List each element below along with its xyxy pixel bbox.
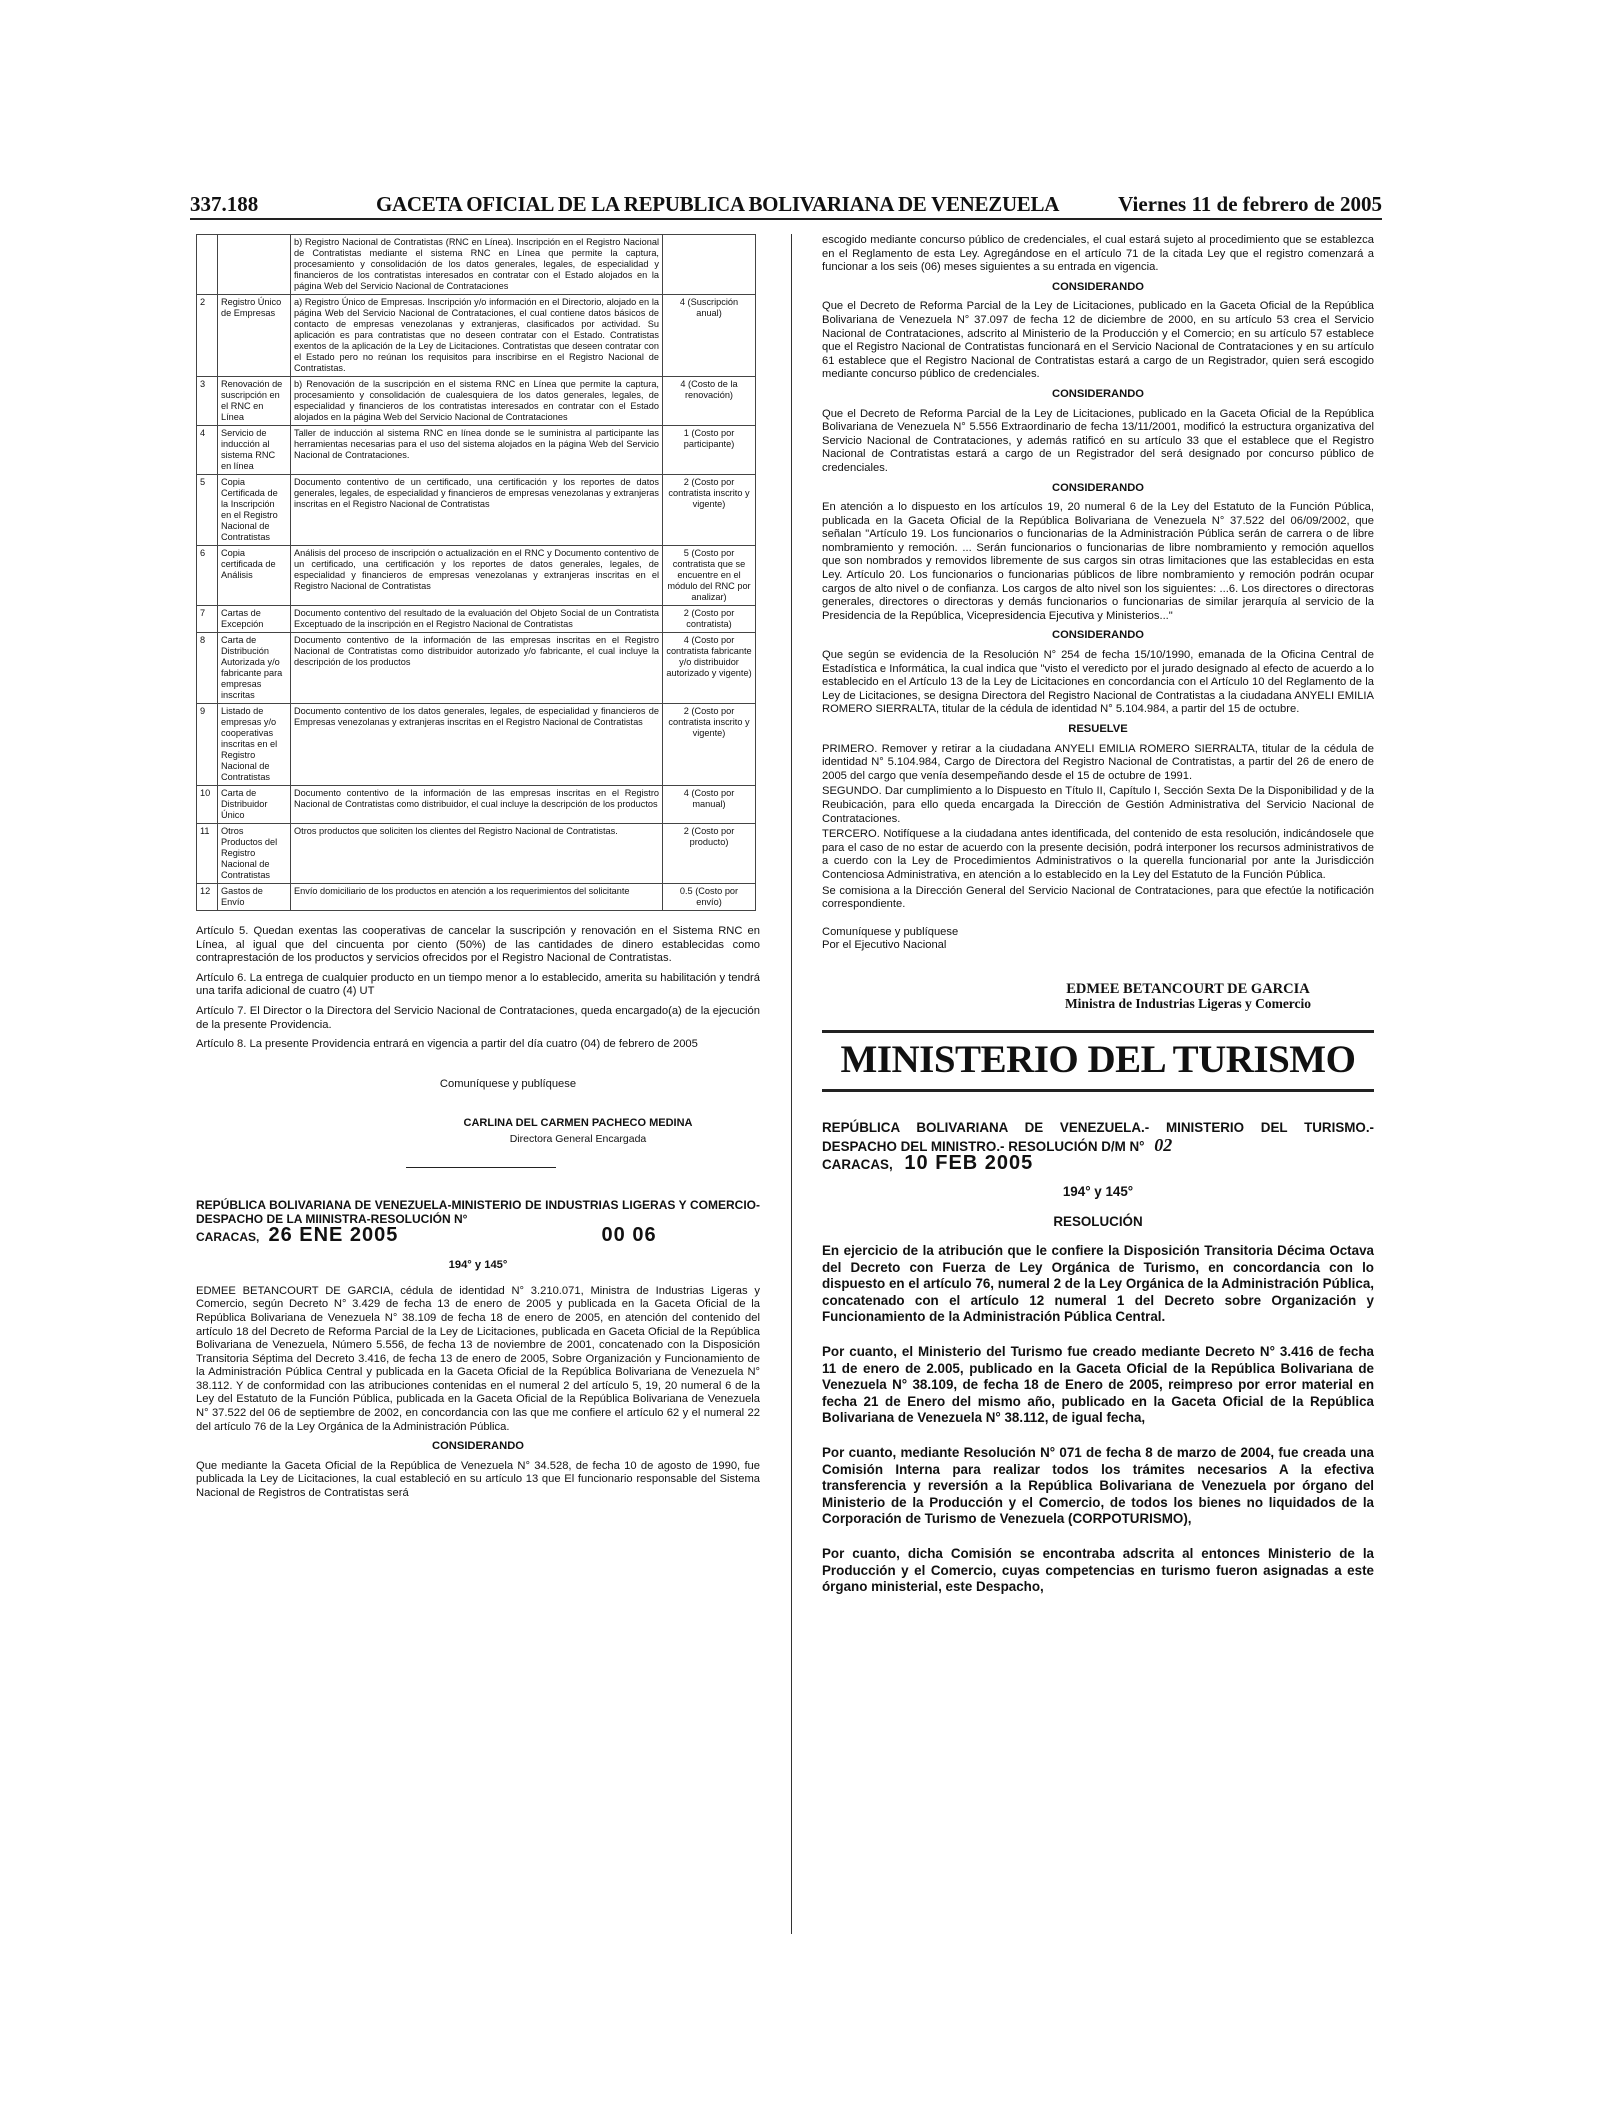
resuelve-segundo: SEGUNDO. Dar cumplimiento a lo Dispuesto en Título II, Capítulo I, Sección Sexta De la Disponibilidad y de la Reubicación, para ello queda encargada la Dirección de Gestión Administrativa del Servicio Nacional de Contrataciones. <box>822 785 1374 825</box>
considerando-text: Que el Decreto de Reforma Parcial de la Ley de Licitaciones, publicado en la Gaceta Oficial de la República Bolivariana de Venezuela N° 37.097 de fecha 12 de diciembre de 2000, en su artículo 53 crea el Servicio Nacional de Contrataciones, adscrito al Ministerio de la Producción y el Comercio; en su artículo 57 establece que el Registro Nacional de Contratistas funcionará en el Servicio Nacional de Contrataciones y en su artículo 61 establece que el Registro Nacional de Contratistas estará a cargo de un Registrador, quien será escogido mediante concurso público de credenciales. <box>822 300 1374 381</box>
service-name: Registro Único de Empresas <box>218 295 291 377</box>
resuelve-primero: PRIMERO. Remover y retirar a la ciudadana ANYELI EMILIA ROMERO SIERRALTA, titular de la cédula de identidad N° 5.104.984, Cargo de Directora del Registro Nacional de Contratistas, a partir del 26 de enero de 2005 del cargo que venía desempeñando desde el 15 de octubre de 1991. <box>822 742 1374 782</box>
considerando-heading: CONSIDERANDO <box>1052 481 1144 494</box>
row-number: 2 <box>197 295 218 377</box>
resolution-left <box>196 1198 760 1501</box>
service-description: b) Renovación de la suscripción en el sistema RNC en Línea que permite la captura, procesamiento y consolidación de cualesquiera de los datos generales, legales, de especialidad y financieros de los contratistas interesados en contratar con el Estado alojados en la página Web del Servicio Nacional de Contrataciones <box>291 377 663 426</box>
fee-table <box>196 234 756 911</box>
service-name: Renovación de suscripción en el RNC en Línea <box>218 377 291 426</box>
turismo-heading-text: REPÚBLICA BOLIVARIANA DE VENEZUELA.- MINISTERIO DEL TURISMO.- DESPACHO DEL MINISTRO.- RESOLUCIÓN D/M N° <box>822 1120 1374 1154</box>
fee-table-row <box>197 235 756 295</box>
turismo-years: 194° y 145° <box>1062 1183 1134 1199</box>
left-articles <box>196 925 760 1052</box>
left-column <box>196 234 760 1507</box>
article-5: Artículo 5. Quedan exentas las cooperativas de cancelar la suscripción y renovación en el Sistema RNC en Línea, al igual que del cincuenta por ciento (50%) de las cantidades de dinero establecidas como contraprestación de los productos y servicios ofrecidos por el Registro Nacional de Contratistas. <box>196 925 760 965</box>
resolution-place: CARACAS, <box>196 1229 260 1244</box>
service-description: b) Registro Nacional de Contratistas (RNC en Línea). Inscripción en el Registro Nacional de Contratistas mediante el sistema RNC en Línea que permite la captura, procesamiento y consolidación de los datos generales, legales, de especialidad y financieros de los contratistas interesados en contratar con el Estado alojados en la página Web del Servicio Nacional de Contrataciones <box>291 235 663 295</box>
resolution-heading: REPÚBLICA BOLIVARIANA DE VENEZUELA-MINISTERIO DE INDUSTRIAS LIGERAS Y COMERCIO-DESPACHO DE LA MIINISTRA-RESOLUCIÓN N° <box>196 1197 760 1227</box>
row-number: 10 <box>197 786 218 824</box>
signer-left-title: Directora General Encargada <box>509 1132 647 1145</box>
service-name: Gastos de Envío <box>218 884 291 911</box>
row-number: 7 <box>197 606 218 633</box>
turismo-resolucion-heading: RESOLUCIÓN <box>1053 1214 1143 1230</box>
turismo-paragraph: En ejercicio de la atribución que le confiere la Disposición Transitoria Décima Octava del Decreto con Fuerza de Ley Orgánica de Turismo, en concordancia con lo dispuesto en el artículo 76, numeral 2 de la Ley Orgánica de la Administración Pública, concatenado con el artículo 12 numeral 1 del Decreto sobre Organización y Funcionamiento de la Administración Pública Central. <box>822 1243 1374 1325</box>
fee-table-row <box>197 704 756 786</box>
column-divider <box>791 234 792 1934</box>
article-8: Artículo 8. La presente Providencia entrará en vigencia a partir del día cuatro (04) de febrero de 2005 <box>196 1038 698 1051</box>
service-cost: 4 (Costo por manual) <box>663 786 756 824</box>
comuniquese-right: Comuníquese y publíquese <box>822 925 959 938</box>
fee-table-row <box>197 546 756 606</box>
considerando-heading: CONSIDERANDO <box>1052 280 1144 293</box>
service-cost: 2 (Costo por contratista inscrito y vigente) <box>663 475 756 546</box>
fee-table-row <box>197 884 756 911</box>
row-number: 6 <box>197 546 218 606</box>
resuelve-heading: RESUELVE <box>1068 723 1128 735</box>
considerando-block-1 <box>822 281 1374 382</box>
considerando-block-4 <box>822 629 1374 717</box>
fee-table-row <box>197 606 756 633</box>
row-number: 5 <box>197 475 218 546</box>
por-ejecutivo: Por el Ejecutivo Nacional <box>822 939 947 952</box>
service-name: Copia Certificada de la Inscripción en el Registro Nacional de Contratistas <box>218 475 291 546</box>
service-cost <box>663 235 756 295</box>
service-cost: 0.5 (Costo por envío) <box>663 884 756 911</box>
issue-date: Viernes 11 de febrero de 2005 <box>1118 192 1382 216</box>
signer-right-title: Ministra de Industrias Ligeras y Comercio <box>1064 995 1312 1011</box>
considerando-heading: CONSIDERANDO <box>1052 629 1144 642</box>
service-description: a) Registro Único de Empresas. Inscripción y/o información en el Directorio, alojado en la página Web del Servicio Nacional de Contrataciones, el cual contiene datos básicos de contacto de empresas venezolanas y extranjeras, clasificados por actividad. Su aplicación es para contratistas que no deseen contratar con el Estado. Contratistas exentos de la aplicación de la Ley de Licitaciones. Contratistas que deseen contratar con el Estado pero no reúnan los requisitos para inscribirse en el Registro Nacional de Contratistas. <box>291 295 663 377</box>
row-number: 11 <box>197 824 218 884</box>
considerando-text: Que según se evidencia de la Resolución N° 254 de fecha 15/10/1990, emanada de la Oficina Central de Estadística e Informática, la cual indica que "visto el veredicto por el jurado designado al efecto de acuerdo a lo establecido en el Artículo 13 de la Ley de Licitaciones en concordancia con el Artículo 10 del Reglamento de la Ley de Licitaciones, se designa Directora del Registro Nacional de Contratistas a la ciudadana ANYELI EMILIA ROMERO SIERRALTA, titular de la cédula de identidad N° 5.104.984, a partir del 15 de octubre. <box>822 649 1374 716</box>
service-cost: 5 (Costo por contratista que se encuentre en el módulo del RNC por analizar) <box>663 546 756 606</box>
comuniquese-left: Comuníquese y publíquese <box>439 1077 577 1090</box>
row-number: 3 <box>197 377 218 426</box>
service-description: Taller de inducción al sistema RNC en línea donde se le suministra al participante las herramientas necesarias para el uso del sistema alojados en la página Web del Servicio Nacional de Contrataciones. <box>291 426 663 475</box>
resolution-number-stamp: 00 06 <box>601 1223 657 1246</box>
resolution-considerando-heading: CONSIDERANDO <box>432 1440 524 1453</box>
service-description: Documento contentivo del resultado de la evaluación del Objeto Social de un Contratista Exceptuado de la inscripción en el Registro Nacional de Contratistas <box>291 606 663 633</box>
right-column <box>822 234 1374 1614</box>
service-cost: 2 (Costo por contratista) <box>663 606 756 633</box>
considerando-text: En atención a lo dispuesto en los artículos 19, 20 numeral 6 de la Ley del Estatuto de la Función Pública, publicada en la Gaceta Oficial de la República Bolivariana de Venezuela N° 37.522 del 06/09/2002, que señalan "Artículo 19. Los funcionarios o funcionarias de la Administración Pública serán de carrera o de libre nombramiento y remoción. ... Serán funcionarios o funcionarias de libre nombramiento y remoción aquellos que son nombrados y removidos libremente de sus cargos sin otras limitaciones que las establecidas en esta Ley. Artículo 20. Los funcionarios o funcionarias públicos de libre nombramiento y remoción podrán ocupar cargos de alto nivel o de confianza. Los cargos de alto nivel son los siguientes: ...6. Los directores o directoras generales, directores o directoras y demás funcionarios o funcionarias de similar jerarquía al servicio de la Presidencia de la República, Vicepresidencia Ejecutiva y Ministerios..." <box>822 501 1374 622</box>
service-description: Documento contentivo de los datos generales, legales, de especialidad y financieros de Empresas venezolanas y extranjeras inscritas en el Registro Nacional de Contratistas <box>291 704 663 786</box>
gazette-header <box>190 192 1382 220</box>
service-name: Servicio de inducción al sistema RNC en línea <box>218 426 291 475</box>
service-cost: 2 (Costo por contratista inscrito y vigente) <box>663 704 756 786</box>
row-number: 8 <box>197 633 218 704</box>
service-description: Documento contentivo de la información de las empresas inscritas en el Registro Nacional de Contratistas como distribuidor autorizado y/o fabricante, el cual incluye la descripción de los productos <box>291 633 663 704</box>
service-description: Documento contentivo de un certificado, una certificación y los reportes de datos generales, legales, de especialidad y financieros de empresas venezolanas y extranjeras inscritas en el Registro Nacional de Contratistas <box>291 475 663 546</box>
turismo-place: CARACAS, <box>822 1157 893 1173</box>
considerando-block-2 <box>822 388 1374 476</box>
row-number <box>197 235 218 295</box>
page-number: 337.188 <box>190 192 259 216</box>
fee-table-row <box>197 786 756 824</box>
service-cost: 1 (Costo por participante) <box>663 426 756 475</box>
service-name: Carta de Distribución Autorizada y/o fabricante para empresas inscritas <box>218 633 291 704</box>
turismo-number: 02 <box>1154 1134 1173 1155</box>
service-description: Análisis del proceso de inscripción o actualización en el RNC y Documento contentivo de un certificado, una certificación y los reportes de datos generales, legales, de especialidad y financieros de empresas venezolanas y extranjeras inscritas en el Registro Nacional de Contratistas <box>291 546 663 606</box>
service-cost: 4 (Costo por contratista fabricante y/o distribuidor autorizado y vigente) <box>663 633 756 704</box>
turismo-date-line <box>822 1152 1374 1175</box>
service-cost: 4 (Suscripción anual) <box>663 295 756 377</box>
fee-table-row <box>197 426 756 475</box>
fee-table-row <box>197 633 756 704</box>
service-name: Carta de Distribuidor Único <box>218 786 291 824</box>
signer-right: EDMEE BETANCOURT DE GARCIA <box>1066 980 1310 997</box>
service-description: Envío domiciliario de los productos en atención a los requerimientos del solicitante <box>291 884 663 911</box>
row-number: 4 <box>197 426 218 475</box>
service-name: Listado de empresas y/o cooperativas inscritas en el Registro Nacional de Contratistas <box>218 704 291 786</box>
considerando-block-3 <box>822 482 1374 624</box>
resuelve-comisiona: Se comisiona a la Dirección General del Servicio Nacional de Contrataciones, para que efectúe la notificación correspondiente. <box>822 884 1374 911</box>
service-name <box>218 235 291 295</box>
turismo-heading <box>822 1120 1374 1155</box>
resolution-years: 194° y 145° <box>448 1259 508 1272</box>
row-number: 12 <box>197 884 218 911</box>
turismo-paragraph: Por cuanto, mediante Resolución N° 071 de fecha 8 de marzo de 2004, fue creada una Comisión Interna para realizar todos los trámites necesarios A la efectiva transferencia y reversión a la República Bolivariana de Venezuela por órgano del Ministerio de la Producción y el Comercio, de todos los bienes no liquidados de la Corporación de Turismo de Venezuela (CORPOTURISMO), <box>822 1445 1374 1527</box>
article-6: Artículo 6. La entrega de cualquier producto en un tiempo menor a lo establecido, amerita su habilitación y tendrá una tarifa adicional de cuatro (4) UT <box>196 971 760 998</box>
resolution-date-stamp: 26 ENE 2005 <box>268 1223 399 1246</box>
considerando-heading: CONSIDERANDO <box>1052 387 1144 400</box>
row-number: 9 <box>197 704 218 786</box>
considerando-text: Que el Decreto de Reforma Parcial de la Ley de Licitaciones, publicado en la Gaceta Oficial de la República Bolivariana de Venezuela N° 5.556 Extraordinario de fecha 13/11/2001, modificó la estructura organizativa del Servicio Nacional de Contrataciones, y además ratificó en su artículo 33 que el establece que el Registro Nacional de Contratistas estará a cargo de un Registrador del será designado por concurso público de credenciales. <box>822 407 1374 474</box>
service-description: Documento contentivo de la información de las empresas inscritas en el Registro Nacional de Contratistas como distribuidor, el cual incluye la descripción de los productos <box>291 786 663 824</box>
gazette-title: GACETA OFICIAL DE LA REPUBLICA BOLIVARIANA DE VENEZUELA <box>376 192 1060 216</box>
fee-table-row <box>197 295 756 377</box>
turismo-paragraph: Por cuanto, el Ministerio del Turismo fue creado mediante Decreto N° 3.416 de fecha 11 de enero de 2.005, publicado en la Gaceta Oficial de la República Bolivariana de Venezuela N° 38.109, de fecha 18 de Enero de 2005, reimpreso por error material en fecha 21 de Enero del mismo año, publicado en la Gaceta Oficial de la República Bolivariana de Venezuela N° 38.112, de igual fecha, <box>822 1344 1374 1426</box>
fee-table-row <box>197 824 756 884</box>
article-7: Artículo 7. El Director o la Directora del Servicio Nacional de Contrataciones, queda encargado(a) de la ejecución de la presente Providencia. <box>196 1004 760 1031</box>
service-description: Otros productos que soliciten los clientes del Registro Nacional de Contratistas. <box>291 824 663 884</box>
resolution-date-line <box>196 1223 760 1246</box>
service-name: Cartas de Excepción <box>218 606 291 633</box>
fee-table-row <box>197 377 756 426</box>
ministry-title: MINISTERIO DEL TURISMO <box>822 1033 1374 1092</box>
service-cost: 4 (Costo de la renovación) <box>663 377 756 426</box>
fee-table-row <box>197 475 756 546</box>
separator-line <box>406 1167 556 1168</box>
service-name: Otros Productos del Registro Nacional de Contratistas <box>218 824 291 884</box>
resolution-considerando-text: Que mediante la Gaceta Oficial de la República de Venezuela N° 34.528, de fecha 10 de agosto de 1990, fue publicada la Ley de Licitaciones, la cual estableció en su artículo 13 que El funcionario responsable del Sistema Nacional de Registros de Contratistas será <box>196 1459 760 1500</box>
turismo-date-stamp: 10 FEB 2005 <box>904 1152 1034 1175</box>
signer-left: CARLINA DEL CARMEN PACHECO MEDINA <box>463 1117 693 1130</box>
turismo-resolution <box>822 1120 1374 1596</box>
continuation-text: escogido mediante concurso público de credenciales, el cual estará sujeto al procedimiento que se establezca en el Reglamento de esta Ley. Agregándose en el artículo 71 de la citada Ley que el registro comenzará a funcionar a los seis (06) meses siguientes a su entrada en vigencia. <box>822 234 1374 274</box>
service-cost: 2 (Costo por producto) <box>663 824 756 884</box>
service-name: Copia certificada de Análisis <box>218 546 291 606</box>
resuelve-tercero: TERCERO. Notifíquese a la ciudadana antes identificada, del contenido de esta resolución, indicándosele que para el caso de no estar de acuerdo con la presente decisión, podrá interponer los recursos administrativos de a cuerdo con la Ley de Procedimientos Administrativos o la querella funcionarial por ante la Jurisdicción Contenciosa Administrativa, en atención a lo establecido en la Ley del Estatuto de la Función Pública. <box>822 828 1374 881</box>
turismo-paragraph: Por cuanto, dicha Comisión se encontraba adscrita al entonces Ministerio de la Producción y el Comercio, cuyas competencias en turismo fueron asignadas a este órgano ministerial, este Despacho, <box>822 1545 1374 1595</box>
resolution-body: EDMEE BETANCOURT DE GARCIA, cédula de identidad N° 3.210.071, Ministra de Industrias Ligeras y Comercio, según Decreto N° 3.429 de fecha 13 de enero de 2005 y publicada en la Gaceta Oficial de la República Bolivariana de Venezuela N° 38.109 de fecha 18 de enero de 2005, en atención del contenido del artículo 18 del Decreto de Reforma Parcial de la Ley de Licitaciones, publicada en Gaceta Oficial de la República Bolivariana de Venezuela, Número 5.556, de fecha 13 de noviembre de 2001, concatenado con la Disposición Transitoria Séptima del Decreto 3.416, de fecha 13 de enero de 2005, Sobre Organización y Funcionamiento de la Administración Pública Central y publicada en la Gaceta Oficial de la República Bolivariana de Venezuela N° 38.112. Y de conformidad con las atribuciones contenidas en el numeral 2 del artículo 5, 19, 20 numeral 6 de la Ley del Estatuto de la Función Pública, publicada en la Gaceta Oficial de la República Bolivariana de Venezuela N° 37.522 del 06 de septiembre de 2002, en concordancia con las que me confiere el artículo 62 y el numeral 22 del artículo 76 de la Ley Orgánica de la Administración Pública. <box>196 1284 760 1433</box>
